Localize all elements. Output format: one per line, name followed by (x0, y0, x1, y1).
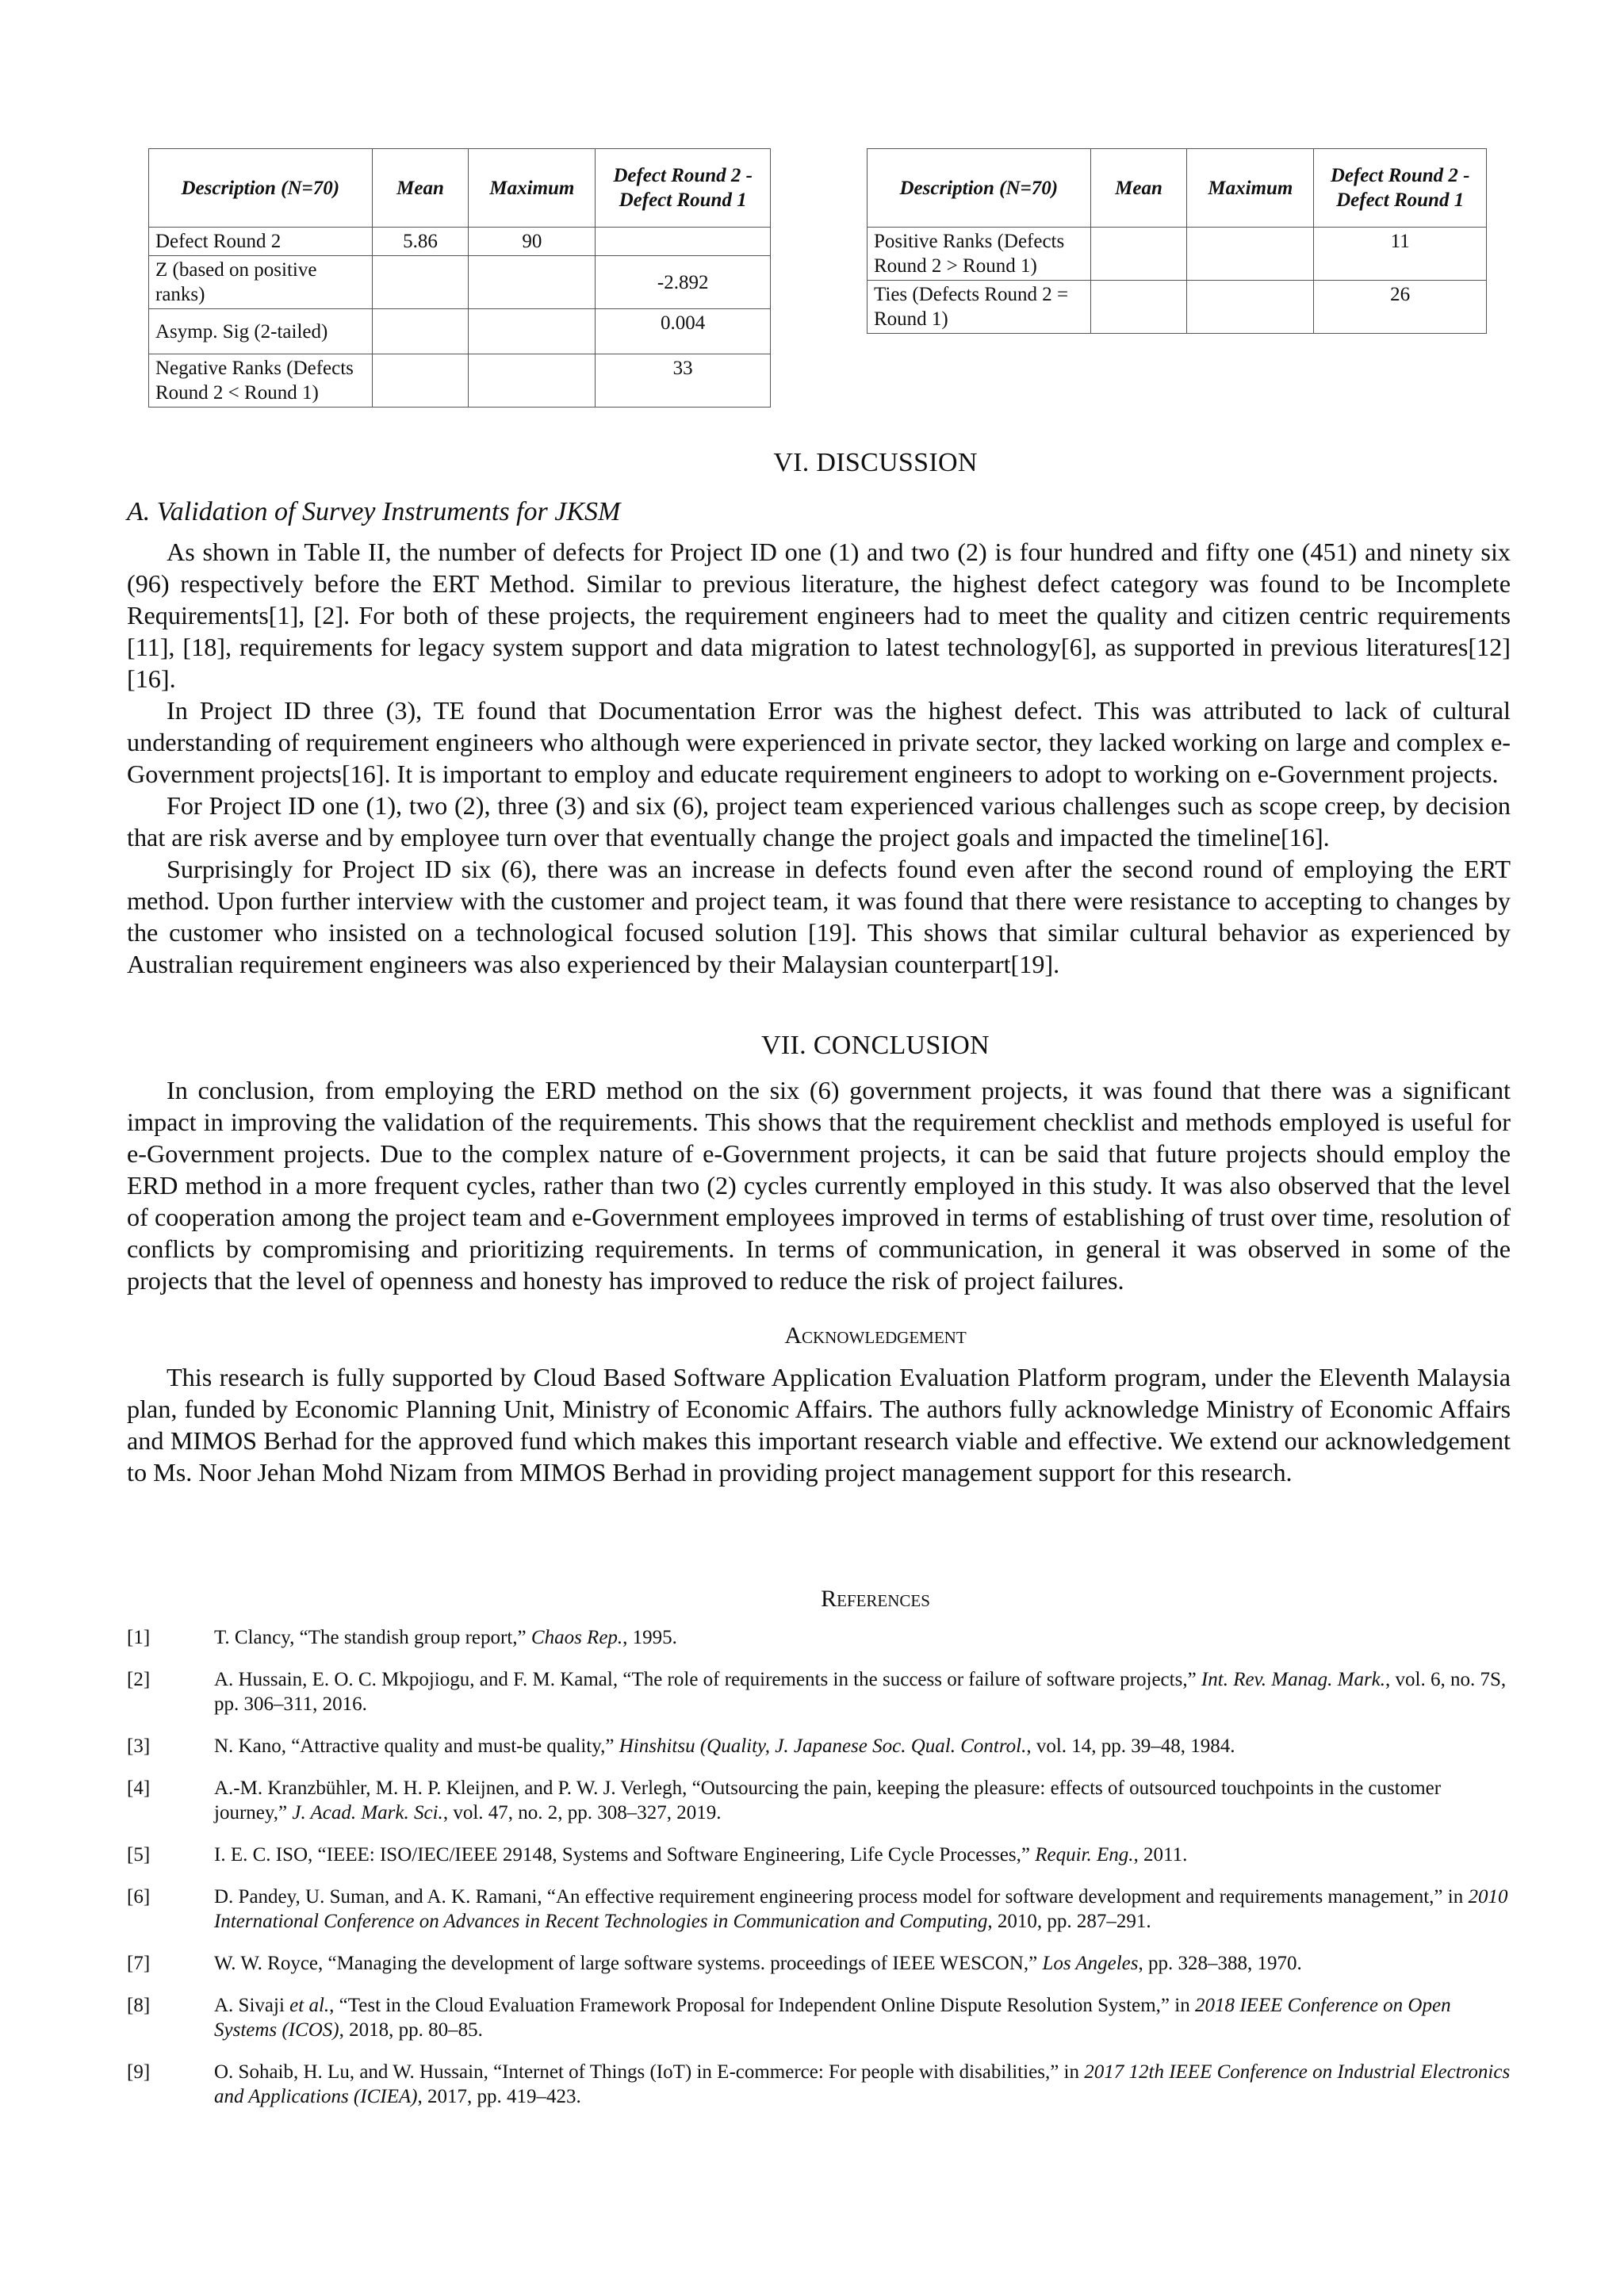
table-cell (372, 354, 469, 408)
paragraph: As shown in Table II, the number of defects for Project ID one (1) and two (2) is four hundred and fifty one (451) and ninety six (96) respectively before the ERT Method. Similar to previous literature, the highest defect category was found to be Incomplete Requirements[1], [2]. For both of these projects, the requirement engineers had to meet the quality and citizen centric requirements [11], [18], requirements for legacy system support and data migration to latest technology[6], as supported in previous literatures[12][16]. (127, 538, 1511, 693)
reference-label: [9] (127, 2061, 151, 2083)
reference-item (127, 1776, 1511, 1825)
reference-venue: 2010 International Conference on Advances in Recent Technologies in Communication and Computing (214, 1886, 1508, 1932)
table-cell: 33 (596, 354, 771, 408)
reference-label: [4] (127, 1777, 151, 1799)
reference-text: , 2010, pp. 287–291. (987, 1911, 1151, 1932)
table-header-cell: Maximum (1187, 149, 1314, 228)
table-cell: Negative Ranks (Defects Round 2 < Round 1) (149, 354, 373, 408)
reference-text: I. E. C. ISO, “IEEE: ISO/IEC/IEEE 29148, Systems and Software Engineering, Life Cycle Processes,” (214, 1844, 1036, 1866)
reference-item (127, 1625, 1511, 1650)
reference-venue: Int. Rev. Manag. Mark. (1201, 1669, 1386, 1690)
paragraph: Surprisingly for Project ID six (6), there was an increase in defects found even after the second round of employing the ERT method. Upon further interview with the customer and project team, it was found that there were resistance to accepting to changes by the customer who insisted on a technological focused solution [19]. This shows that similar cultural behavior as experienced by Australian requirement engineers was also experienced by their Malaysian counterpart[19]. (127, 855, 1511, 978)
section-heading-conclusion: VII. CONCLUSION (761, 1031, 990, 1060)
stats-table-left (148, 148, 771, 408)
reference-venue: 2017 12th IEEE Conference on Industrial Electronics and Applications (ICIEA) (214, 2061, 1511, 2107)
table-cell: Ties (Defects Round 2 = Round 1) (868, 281, 1091, 334)
reference-venue: 2018 IEEE Conference on Open Systems (ICOS) (214, 1995, 1451, 2041)
reference-venue: Hinshitsu (Quality, J. Japanese Soc. Qual. Control. (619, 1735, 1027, 1757)
table-cell: 11 (1314, 228, 1487, 281)
table-row (149, 309, 771, 354)
reference-venue: Chaos Rep. (530, 1627, 623, 1648)
table-cell: Asymp. Sig (2-tailed) (149, 309, 373, 354)
paragraph: In conclusion, from employing the ERD method on the six (6) government projects, it was found that there was a significant impact in improving the validation of the requirements. This shows that the requirement checklist and methods employed is useful for e-Government projects. Due to the complex nature of e-Government projects, it can be said that future projects should employ the ERD method in a more frequent cycles, rather than two (2) cycles currently employed in this study. It was also observed that the level of cooperation among the project team and e-Government employees improved in terms of establishing of trust over time, resolution of conflicts by compromising and prioritizing requirements. In terms of communication, in general it was observed in some of the projects that the level of openness and honesty has improved to reduce the risk of project failures. (127, 1076, 1511, 1295)
table-row (868, 281, 1487, 334)
table-cell (1187, 281, 1314, 334)
reference-text: A. Hussain, E. O. C. Mkpojiogu, and F. M. Kamal, “The role of requirements in the success or failure of software projects,” (214, 1669, 1201, 1690)
reference-item (127, 1993, 1511, 2042)
reference-text: , 2011. (1133, 1844, 1188, 1866)
reference-text: W. W. Royce, “Managing the development of large software systems. proceedings of IEEE WESCON,” (214, 1953, 1043, 1974)
table-cell: 90 (469, 228, 596, 256)
table-cell: -2.892 (596, 256, 771, 309)
reference-venue: Los Angeles (1042, 1953, 1139, 1974)
table-cell (469, 256, 596, 309)
table-cell: Defect Round 2 (149, 228, 373, 256)
acknowledgement-heading: Acknowledgement (784, 1322, 967, 1349)
table-header-cell: Mean (1090, 149, 1187, 228)
table-cell: Positive Ranks (Defects Round 2 > Round 1) (868, 228, 1091, 281)
table-cell (596, 228, 771, 256)
discussion-body (127, 536, 1511, 980)
reference-text: N. Kano, “Attractive quality and must-be quality,” (214, 1735, 619, 1757)
reference-item (127, 1885, 1511, 1934)
section-heading-discussion: VI. DISCUSSION (773, 448, 978, 477)
reference-item (127, 2060, 1511, 2109)
stats-table-right (867, 148, 1487, 334)
table-header-row (868, 149, 1487, 228)
table-header-cell: Defect Round 2 - Defect Round 1 (1314, 149, 1487, 228)
table-cell (469, 354, 596, 408)
reference-item (127, 1951, 1511, 1976)
reference-label: [6] (127, 1886, 151, 1908)
table-cell (1090, 228, 1187, 281)
table-cell (372, 309, 469, 354)
table-row (868, 228, 1487, 281)
reference-text: , vol. 14, pp. 39–48, 1984. (1026, 1735, 1235, 1757)
table-cell: Z (based on positive ranks) (149, 256, 373, 309)
reference-text: D. Pandey, U. Suman, and A. K. Ramani, “An effective requirement engineering process model for software development and requirements management,” in (214, 1886, 1469, 1908)
reference-text: T. Clancy, “The standish group report,” (214, 1627, 531, 1648)
reference-text: A.-M. Kranzbühler, M. H. P. Kleijnen, and P. W. J. Verlegh, “Outsourcing the pain, keeping the pleasure: effects of outsourced touchpoints in the customer journey,” (214, 1777, 1442, 1823)
reference-text: , “Test in the Cloud Evaluation Framework Proposal for Independent Online Dispute Resolution System,” in (329, 1995, 1195, 2016)
reference-label: [5] (127, 1844, 151, 1866)
reference-label: [2] (127, 1669, 151, 1690)
table-header-cell: Description (N=70) (868, 149, 1091, 228)
reference-text: , 2018, pp. 80–85. (339, 2019, 483, 2041)
reference-text: , 1995. (622, 1627, 677, 1648)
references-heading: References (821, 1586, 930, 1612)
reference-text: , 2017, pp. 419–423. (417, 2086, 581, 2107)
table-header-cell: Defect Round 2 - Defect Round 1 (596, 149, 771, 228)
reference-text: , vol. 47, no. 2, pp. 308–327, 2019. (442, 1802, 722, 1823)
reference-text: , vol. 6, no. 7S, pp. 306–311, 2016. (214, 1669, 1507, 1715)
table-row (149, 354, 771, 408)
table-cell (1090, 281, 1187, 334)
reference-label: [8] (127, 1995, 151, 2016)
table-header-cell: Mean (372, 149, 469, 228)
reference-item (127, 1843, 1511, 1867)
table-header-cell: Maximum (469, 149, 596, 228)
table-header-cell: Description (N=70) (149, 149, 373, 228)
paragraph: This research is fully supported by Cloud Based Software Application Evaluation Platform program, under the Eleventh Malaysia plan, funded by Economic Planning Unit, Ministry of Economic Affairs. The authors fully acknowledge Ministry of Economic Affairs and MIMOS Berhad for the approved fund which makes this important research viable and effective. We extend our acknowledgement to Ms. Noor Jehan Mohd Nizam from MIMOS Berhad in providing project management support for this research. (127, 1363, 1511, 1487)
table-cell (372, 256, 469, 309)
reference-venue: et al. (289, 1995, 330, 2016)
table-header-row (149, 149, 771, 228)
reference-item (127, 1734, 1511, 1758)
paragraph: For Project ID one (1), two (2), three (3) and six (6), project team experienced various challenges such as scope creep, by decision that are risk averse and by employee turn over that eventually change the project goals and impacted the timeline[16]. (127, 791, 1511, 851)
reference-label: [7] (127, 1953, 151, 1974)
table-cell (1187, 228, 1314, 281)
reference-venue: J. Acad. Mark. Sci. (292, 1802, 443, 1823)
table-row (149, 256, 771, 309)
table-row (149, 228, 771, 256)
reference-item (127, 1667, 1511, 1716)
reference-text: O. Sohaib, H. Lu, and W. Hussain, “Internet of Things (IoT) in E-commerce: For people with disabilities,” in (214, 2061, 1085, 2083)
reference-text: A. Sivaji (214, 1995, 290, 2016)
conclusion-body (127, 1074, 1511, 1296)
paragraph: In Project ID three (3), TE found that Documentation Error was the highest defect. This was attributed to lack of cultural understanding of requirement engineers who although were experienced in private sector, they lacked working on large and complex e-Government projects[16]. It is important to employ and educate requirement engineers to adopt to working on e-Government projects. (127, 696, 1511, 788)
reference-text: , pp. 328–388, 1970. (1138, 1953, 1302, 1974)
table-cell: 26 (1314, 281, 1487, 334)
reference-label: [3] (127, 1735, 151, 1757)
acknowledgement-body (127, 1361, 1511, 1488)
reference-list (127, 1625, 1511, 2109)
table-cell: 5.86 (372, 228, 469, 256)
table-cell (469, 309, 596, 354)
table-cell: 0.004 (596, 309, 771, 354)
subsection-heading: A. Validation of Survey Instruments for JKSM (127, 497, 621, 526)
reference-label: [1] (127, 1627, 151, 1648)
reference-venue: Requir. Eng. (1035, 1844, 1134, 1866)
